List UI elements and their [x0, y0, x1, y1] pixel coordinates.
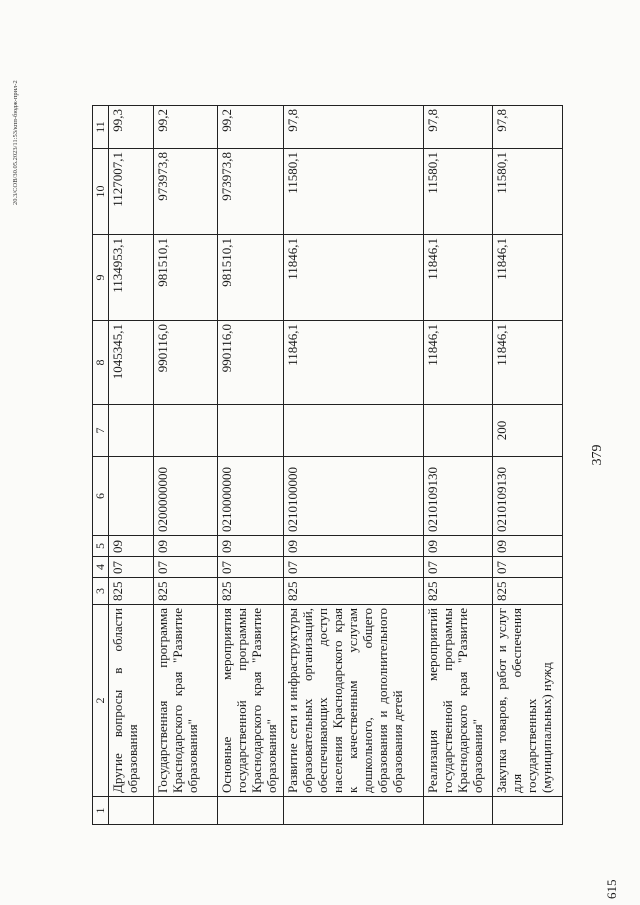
row-cell-c7: 200 — [493, 405, 563, 457]
row-cell-c11: 99,2 — [154, 106, 218, 149]
row-cell-c6: 0200000000 — [154, 457, 218, 536]
footer-page-number: 615 — [604, 879, 619, 899]
row-cell-c9: 11846,1 — [284, 235, 424, 321]
row-cell-c10: 11580,1 — [493, 149, 563, 235]
row-cell-c11: 99,3 — [109, 106, 154, 149]
row-empty-cell — [493, 797, 563, 825]
row-empty-cell — [218, 797, 284, 825]
row-cell-c9: 11846,1 — [493, 235, 563, 321]
column-header: 8 — [93, 321, 109, 405]
column-header: 5 — [93, 536, 109, 557]
row-cell-c4: 07 — [109, 557, 154, 578]
row-cell-c8: 990116,0 — [218, 321, 284, 405]
row-name-cell: Основные мероприятия государственной программы Краснодарского края "Развитие образования" — [218, 605, 284, 797]
row-cell-c6: 0210109130 — [424, 457, 493, 536]
column-header: 10 — [93, 149, 109, 235]
column-number-row — [93, 106, 109, 825]
row-cell-c3: 825 — [109, 578, 154, 605]
row-cell-c8: 990116,0 — [154, 321, 218, 405]
row-cell-c11: 97,8 — [424, 106, 493, 149]
row-cell-c8: 11846,1 — [493, 321, 563, 405]
row-cell-c7 — [284, 405, 424, 457]
table-row — [284, 106, 424, 825]
row-cell-c11: 97,8 — [493, 106, 563, 149]
budget-table — [92, 105, 563, 825]
row-cell-c4: 07 — [218, 557, 284, 578]
column-header: 7 — [93, 405, 109, 457]
row-cell-c8: 11846,1 — [284, 321, 424, 405]
row-empty-cell — [284, 797, 424, 825]
row-cell-c5: 09 — [493, 536, 563, 557]
row-cell-c3: 825 — [493, 578, 563, 605]
table-row — [109, 106, 154, 825]
row-cell-c5: 09 — [424, 536, 493, 557]
row-cell-c3: 825 — [154, 578, 218, 605]
column-header: 11 — [93, 106, 109, 149]
row-cell-c6: 0210100000 — [284, 457, 424, 536]
row-cell-c11: 99,2 — [218, 106, 284, 149]
row-cell-c5: 09 — [284, 536, 424, 557]
row-name-cell: Развитие сети и инфраструктуры образовательных организаций, обеспечивающих доступ населения Краснодарского края к качественным услугам дошкольного, общего образования и дополнительного образования детей — [284, 605, 424, 797]
row-empty-cell — [424, 797, 493, 825]
column-header: 3 — [93, 578, 109, 605]
row-cell-c10: 11580,1 — [424, 149, 493, 235]
row-cell-c4: 07 — [493, 557, 563, 578]
table-row — [218, 106, 284, 825]
row-cell-c9: 981510,1 — [218, 235, 284, 321]
row-name-cell: Государственная программа Краснодарского края "Развитие образования" — [154, 605, 218, 797]
column-header: 2 — [93, 605, 109, 797]
row-cell-c7 — [218, 405, 284, 457]
column-header: 6 — [93, 457, 109, 536]
row-cell-c11: 97,8 — [284, 106, 424, 149]
row-name-cell: Другие вопросы в области образования — [109, 605, 154, 797]
row-cell-c5: 09 — [218, 536, 284, 557]
row-cell-c4: 07 — [424, 557, 493, 578]
row-cell-c10: 973973,8 — [154, 149, 218, 235]
row-cell-c8: 11846,1 — [424, 321, 493, 405]
row-name-cell: Закупка товаров, работ и услуг для обеспечения государственных (муниципальных) нужд — [493, 605, 563, 797]
row-cell-c6: 0210109130 — [493, 457, 563, 536]
row-cell-c9: 1134953,1 — [109, 235, 154, 321]
document-stamp: 20.3/СОВ/30.05.2023/11:53/кпп-бюдж-прил-2 — [12, 80, 19, 205]
row-empty-cell — [109, 797, 154, 825]
row-cell-c5: 09 — [109, 536, 154, 557]
table-body — [109, 106, 563, 825]
row-cell-c4: 07 — [154, 557, 218, 578]
row-cell-c7 — [154, 405, 218, 457]
row-cell-c10: 973973,8 — [218, 149, 284, 235]
row-cell-c5: 09 — [154, 536, 218, 557]
row-cell-c9: 981510,1 — [154, 235, 218, 321]
row-cell-c3: 825 — [218, 578, 284, 605]
row-name-cell: Реализация мероприятий государственной программы Краснодарского края "Развитие образования" — [424, 605, 493, 797]
row-cell-c6: 0210000000 — [218, 457, 284, 536]
row-cell-c9: 11846,1 — [424, 235, 493, 321]
table-row — [154, 106, 218, 825]
row-cell-c10: 1127007,1 — [109, 149, 154, 235]
row-empty-cell — [154, 797, 218, 825]
row-cell-c7 — [109, 405, 154, 457]
row-cell-c3: 825 — [284, 578, 424, 605]
page-number: 379 — [590, 444, 605, 466]
row-cell-c4: 07 — [284, 557, 424, 578]
table-row — [493, 106, 563, 825]
table-row — [424, 106, 493, 825]
row-cell-c7 — [424, 405, 493, 457]
row-cell-c6 — [109, 457, 154, 536]
column-header: 4 — [93, 557, 109, 578]
column-header: 1 — [93, 797, 109, 825]
row-cell-c3: 825 — [424, 578, 493, 605]
row-cell-c10: 11580,1 — [284, 149, 424, 235]
row-cell-c8: 1045345,1 — [109, 321, 154, 405]
column-header: 9 — [93, 235, 109, 321]
